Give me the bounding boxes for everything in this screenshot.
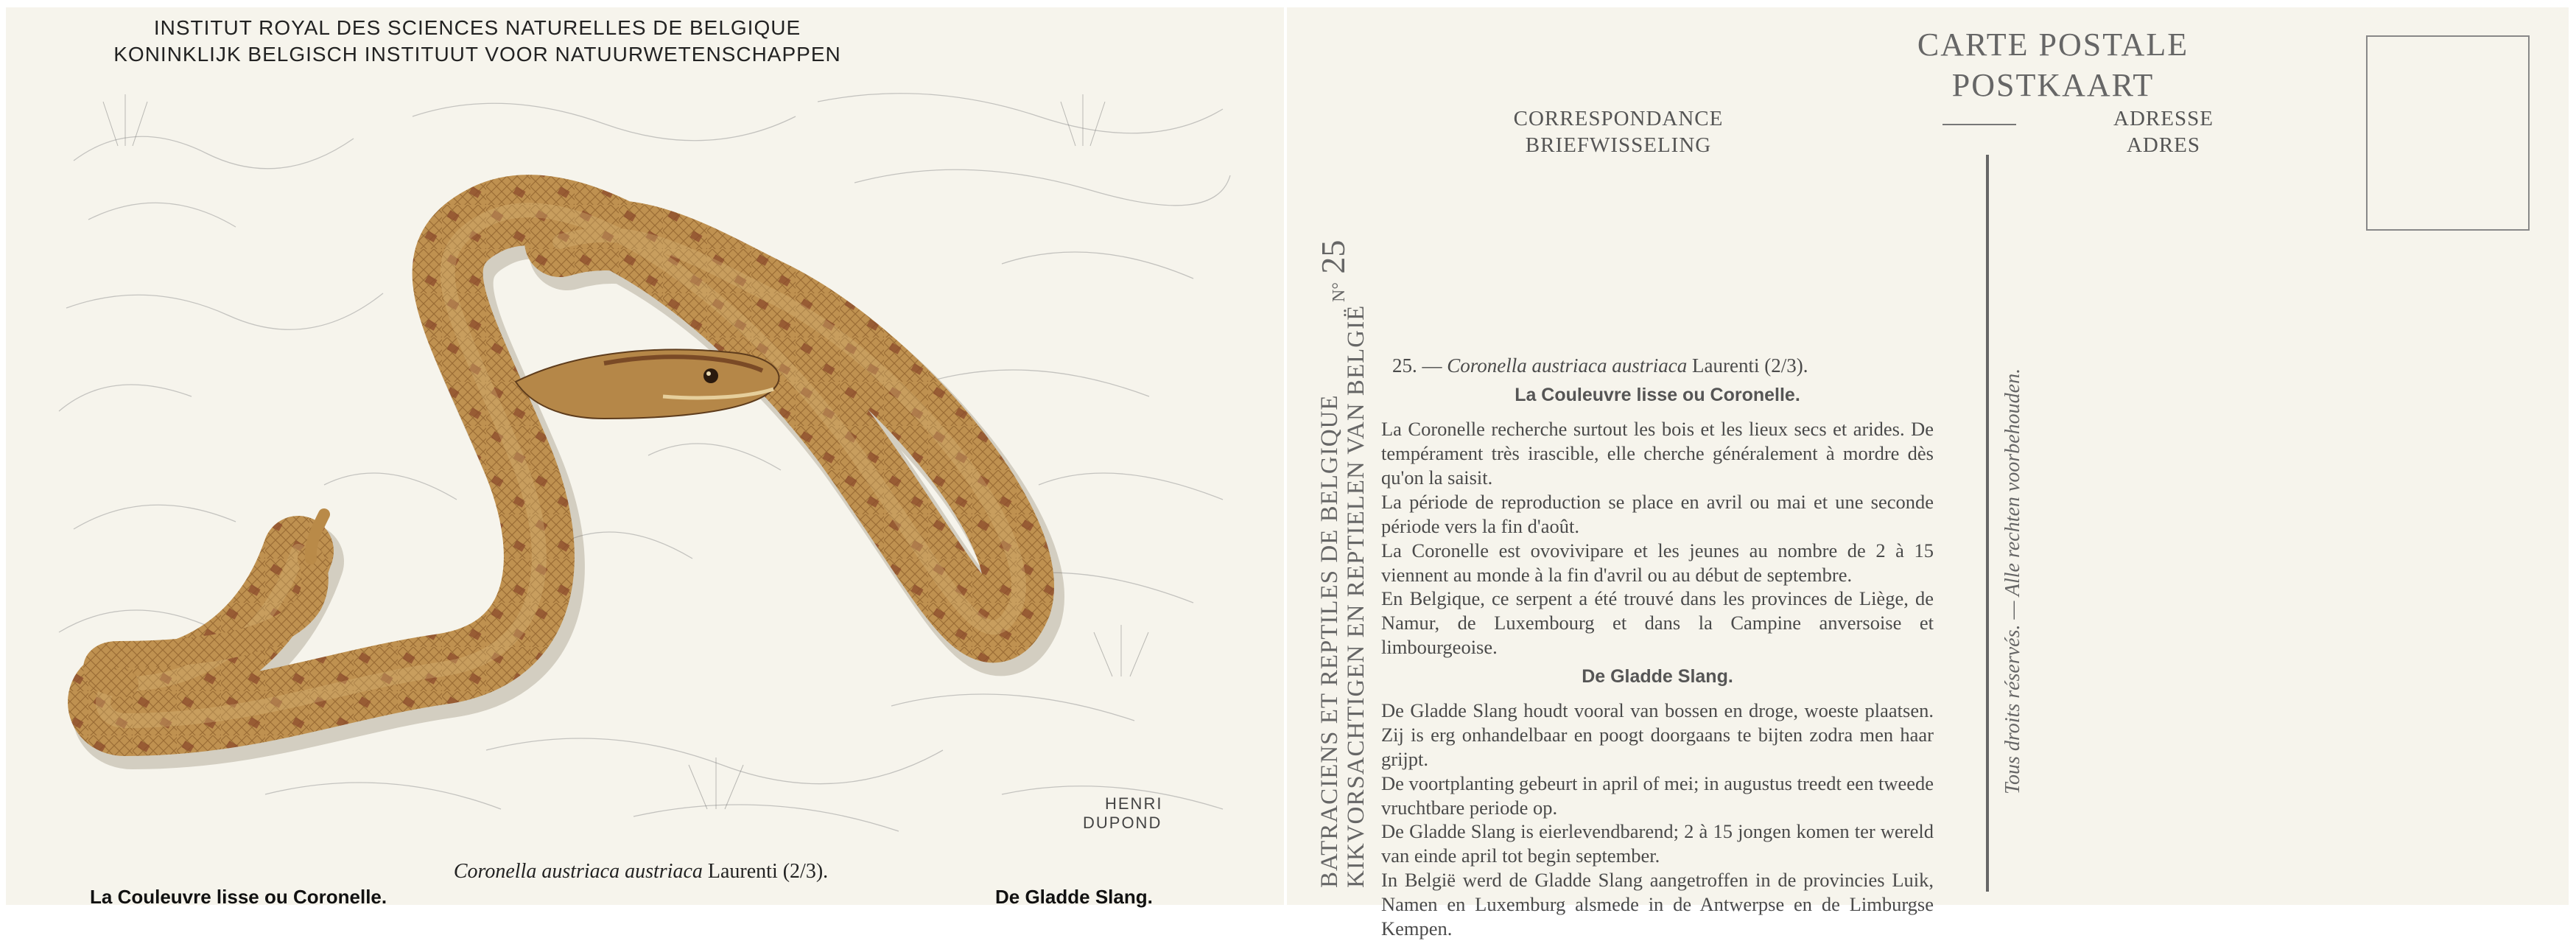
paragraph-nl: In België werd de Gladde Slang aangetroffen in de provincies Luik, Namen en Luxemburg alsmede in de Antwerpse en de Limburgse Kempen. [1381,869,1934,940]
caption-author: Laurenti (2/3). [707,860,829,883]
postcard-back [1287,7,2569,940]
series-title-nl: KIKVORSACHTIGEN EN REPTIELEN VAN BELGIË [1343,304,1369,888]
postcard-front [6,7,1284,908]
snake-illustration [44,72,1238,861]
artist-signature: HENRI [1105,794,1163,813]
svg-text:DUPOND: DUPOND [1083,814,1162,832]
address-divider [1986,155,1989,892]
common-name-fr: La Couleuvre lisse ou Coronelle. [90,886,387,908]
card-number-prefix: N° [1330,282,1349,302]
paragraph-fr: En Belgique, ce serpent a été trouvé dans les provinces de Liège, de Namur, de Luxembourg et dans la Campine anversoise et limbourgeoise. [1381,587,1934,659]
paragraph-fr: La Coronelle est ovovivipare et les jeunes au nombre de 2 à 15 viennent au monde à la fin d'avril ou au début de septembre. [1381,539,1934,586]
paragraph-nl: De Gladde Slang houdt vooral van bossen en droge, woeste plaatsen. Zij is erg onhandelbaar en poogt doorgaans te bijten zodra men haar grijpt. [1381,699,1934,770]
snake-head [516,349,779,419]
address-label-fr: ADRESSE [2113,107,2214,130]
institute-name-nl: KONINKLIJK BELGISCH INSTITUUT VOOR NATUURWETENSCHAPPEN [113,43,841,66]
institute-name-fr: INSTITUT ROYAL DES SCIENCES NATURELLES DE BELGIQUE [153,16,801,39]
series-title-fr: BATRACIENS ET REPTILES DE BELGIQUE [1316,394,1343,888]
paragraph-fr: La Coronelle recherche surtout les bois et les lieux secs et arides. De tempérament très irascible, elle cherche généralement à mordre dès qu'on la saisit. [1381,418,1934,489]
section-title-nl: De Gladde Slang. [1582,666,1733,688]
postkaart-heading: POSTKAART [1951,67,2155,103]
carte-postale-heading: CARTE POSTALE [1917,27,2189,63]
species-author: Laurenti (2/3). [1692,354,1808,377]
correspondence-label-fr: CORRESPONDANCE [1513,107,1724,130]
paragraph-nl: De Gladde Slang is eierlevendbarend; 2 à 15 jongen komen ter wereld van einde april tot begin september. [1381,820,1934,867]
species-name: Coronella austriaca austriaca [1447,354,1688,377]
paragraph-nl: De voortplanting gebeurt in april of mei; in augustus treedt een tweede vruchtbare periode op. [1381,772,1934,819]
species-line [1381,354,1934,378]
caption-species: Coronella austriaca austriaca [453,860,703,883]
heading-rule [1942,124,2016,125]
address-label-nl: ADRES [2126,133,2201,157]
description-text [1381,354,1934,941]
rights-notice: Tous droits réservés. — Alle rechten voorbehouden. [2001,368,2024,794]
correspondence-label-nl: BRIEFWISSELING [1525,133,1712,157]
paragraph-fr: La période de reproduction se place en avril ou mai et une seconde période vers la fin d'août. [1381,491,1934,537]
common-name-nl: De Gladde Slang. [995,886,1153,908]
card-number-value: 25 [1314,239,1352,274]
card-number [1313,240,1352,302]
species-caption [44,860,1238,884]
stamp-box [2366,35,2530,231]
species-number: 25. — [1392,354,1442,377]
section-title-fr: La Couleuvre lisse ou Coronelle. [1515,385,1800,406]
